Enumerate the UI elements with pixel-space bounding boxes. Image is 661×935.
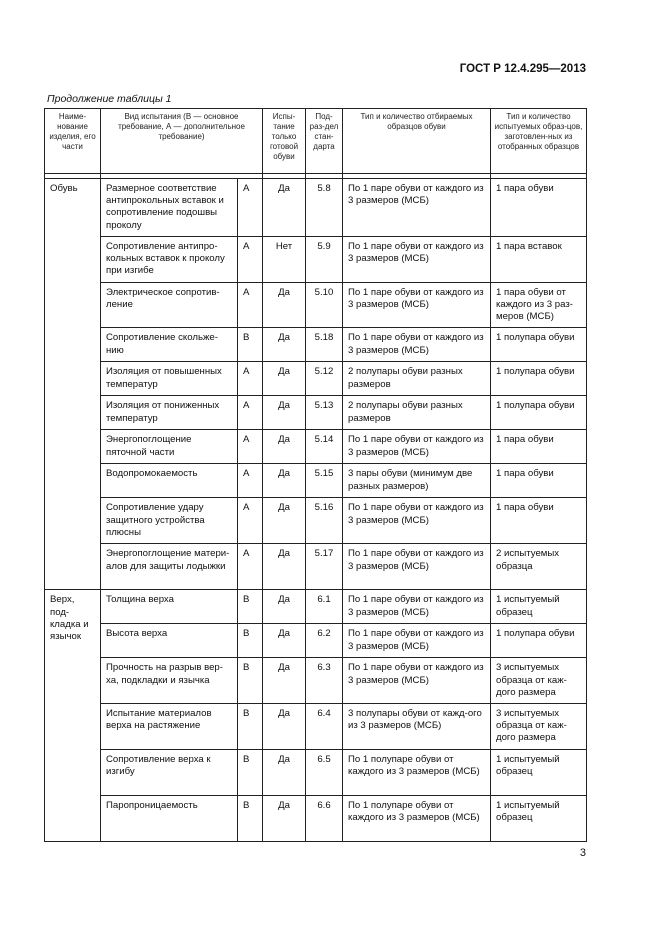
requirement-cell: А (238, 282, 263, 328)
test-cell: Испытание материалов верха на растяжение (101, 704, 238, 750)
sampled-cell: По 1 паре обуви от каждого из 3 размеров (МСБ) (343, 328, 491, 362)
table-row (45, 282, 587, 328)
section-cell: 6.1 (306, 590, 343, 624)
col-header-item: Наиме-нование изделия, его части (45, 109, 101, 174)
table-row (45, 498, 587, 544)
table-row (45, 179, 587, 237)
test-cell: Водопромокаемость (101, 464, 238, 498)
requirements-table (44, 108, 587, 842)
table-row (45, 544, 587, 590)
test-cell: Электрическое сопротив-ление (101, 282, 238, 328)
specimens-cell: 1 полупара обуви (491, 396, 587, 430)
section-cell: 6.3 (306, 658, 343, 704)
finished-cell: Да (263, 750, 306, 796)
section-cell: 5.9 (306, 236, 343, 282)
table-header-row (45, 109, 587, 174)
requirement-cell: А (238, 464, 263, 498)
sampled-cell: По 1 полупаре обуви от каждого из 3 размеров (МСБ) (343, 796, 491, 842)
test-cell: Сопротивление верха к изгибу (101, 750, 238, 796)
section-cell: 5.12 (306, 362, 343, 396)
section-cell: 6.2 (306, 624, 343, 658)
section-cell: 5.10 (306, 282, 343, 328)
col-header-section: Под-раз-дел стан-дарта (306, 109, 343, 174)
specimens-cell: 1 полупара обуви (491, 362, 587, 396)
table-body (45, 179, 587, 842)
section-cell: 5.14 (306, 430, 343, 464)
section-cell: 5.18 (306, 328, 343, 362)
specimens-cell: 3 испытуемых образца от каж-дого размера (491, 658, 587, 704)
specimens-cell: 1 испытуемый образец (491, 796, 587, 842)
table-row (45, 430, 587, 464)
requirement-cell: А (238, 179, 263, 237)
specimens-cell: 1 пара вставок (491, 236, 587, 282)
table-row (45, 396, 587, 430)
specimens-cell: 2 испытуемых образца (491, 544, 587, 590)
specimens-cell: 1 полупара обуви (491, 328, 587, 362)
sampled-cell: 3 полупары обуви от кажд-ого из 3 размеров (МСБ) (343, 704, 491, 750)
specimens-cell: 1 пара обуви от каждого из 3 раз-меров (МСБ) (491, 282, 587, 328)
sampled-cell: 2 полупары обуви разных размеров (343, 362, 491, 396)
sampled-cell: По 1 паре обуви от каждого из 3 размеров (МСБ) (343, 498, 491, 544)
test-cell: Высота верха (101, 624, 238, 658)
requirement-cell: В (238, 796, 263, 842)
table-row (45, 750, 587, 796)
test-cell: Паропроницаемость (101, 796, 238, 842)
finished-cell: Да (263, 624, 306, 658)
requirement-cell: В (238, 704, 263, 750)
finished-cell: Да (263, 328, 306, 362)
sampled-cell: По 1 паре обуви от каждого из 3 размеров (МСБ) (343, 282, 491, 328)
specimens-cell: 1 пара обуви (491, 498, 587, 544)
document-id: ГОСТ Р 12.4.295—2013 (459, 63, 586, 75)
finished-cell: Да (263, 430, 306, 464)
section-cell: 5.8 (306, 179, 343, 237)
section-cell: 6.4 (306, 704, 343, 750)
test-cell: Изоляция от повышенных температур (101, 362, 238, 396)
finished-cell: Да (263, 464, 306, 498)
finished-cell: Да (263, 544, 306, 590)
col-header-finished: Испы-тание только готовой обуви (263, 109, 306, 174)
requirement-cell: В (238, 590, 263, 624)
sampled-cell: 2 полупары обуви разных размеров (343, 396, 491, 430)
test-cell: Размерное соответствие антипрокольных вставок и сопротивление подошвы проколу (101, 179, 238, 237)
requirement-cell: В (238, 750, 263, 796)
requirement-cell: В (238, 624, 263, 658)
test-cell: Сопротивление скольже-нию (101, 328, 238, 362)
sampled-cell: По 1 паре обуви от каждого из 3 размеров (МСБ) (343, 236, 491, 282)
section-cell: 5.17 (306, 544, 343, 590)
requirement-cell: В (238, 658, 263, 704)
table-row (45, 796, 587, 842)
test-cell: Изоляция от пониженных температур (101, 396, 238, 430)
requirement-cell: А (238, 544, 263, 590)
test-cell: Прочность на разрыв вер-ха, подкладки и язычка (101, 658, 238, 704)
table-row (45, 590, 587, 624)
sampled-cell: 3 пары обуви (минимум две разных размеров) (343, 464, 491, 498)
table-row (45, 236, 587, 282)
section-cell: 5.15 (306, 464, 343, 498)
section-cell: 6.5 (306, 750, 343, 796)
sampled-cell: По 1 паре обуви от каждого из 3 размеров (МСБ) (343, 658, 491, 704)
col-header-test: Вид испытания (В — основное требование, А — дополнительное требование) (101, 109, 263, 174)
finished-cell: Да (263, 658, 306, 704)
specimens-cell: 3 испытуемых образца от каж-дого размера (491, 704, 587, 750)
finished-cell: Нет (263, 236, 306, 282)
test-cell: Толщина верха (101, 590, 238, 624)
test-cell: Энергопоглощение матери-алов для защиты лодыжки (101, 544, 238, 590)
sampled-cell: По 1 полупаре обуви от каждого из 3 размеров (МСБ) (343, 750, 491, 796)
sampled-cell: По 1 паре обуви от каждого из 3 размеров (МСБ) (343, 179, 491, 237)
finished-cell: Да (263, 282, 306, 328)
specimens-cell: 1 пара обуви (491, 430, 587, 464)
sampled-cell: По 1 паре обуви от каждого из 3 размеров (МСБ) (343, 544, 491, 590)
requirement-cell: А (238, 236, 263, 282)
col-header-sampled: Тип и количество отбираемых образцов обуви (343, 109, 491, 174)
item-cell: Обувь (45, 179, 101, 590)
table-row (45, 464, 587, 498)
col-header-specimens: Тип и количество испытуемых образ-цов, заготовлен-ных из отобранных образцов (491, 109, 587, 174)
requirement-cell: А (238, 430, 263, 464)
specimens-cell: 1 полупара обуви (491, 624, 587, 658)
table-caption: Продолжение таблицы 1 (47, 93, 172, 105)
specimens-cell: 1 пара обуви (491, 464, 587, 498)
test-cell: Сопротивление удару защитного устройства плюсны (101, 498, 238, 544)
finished-cell: Да (263, 704, 306, 750)
finished-cell: Да (263, 796, 306, 842)
sampled-cell: По 1 паре обуви от каждого из 3 размеров (МСБ) (343, 430, 491, 464)
finished-cell: Да (263, 590, 306, 624)
table-row (45, 704, 587, 750)
table-row (45, 362, 587, 396)
finished-cell: Да (263, 396, 306, 430)
requirement-cell: А (238, 498, 263, 544)
page-number: 3 (579, 847, 586, 859)
section-cell: 6.6 (306, 796, 343, 842)
section-cell: 5.13 (306, 396, 343, 430)
specimens-cell: 1 испытуемый образец (491, 590, 587, 624)
requirement-cell: А (238, 362, 263, 396)
finished-cell: Да (263, 498, 306, 544)
specimens-cell: 1 пара обуви (491, 179, 587, 237)
sampled-cell: По 1 паре обуви от каждого из 3 размеров (МСБ) (343, 624, 491, 658)
requirement-cell: А (238, 396, 263, 430)
item-cell: Верх, под-кладка и язычок (45, 590, 101, 842)
test-cell: Сопротивление антипро-кольных вставок к проколу при изгибе (101, 236, 238, 282)
sampled-cell: По 1 паре обуви от каждого из 3 размеров (МСБ) (343, 590, 491, 624)
test-cell: Энергопоглощение пяточной части (101, 430, 238, 464)
section-cell: 5.16 (306, 498, 343, 544)
finished-cell: Да (263, 362, 306, 396)
specimens-cell: 1 испытуемый образец (491, 750, 587, 796)
requirement-cell: В (238, 328, 263, 362)
finished-cell: Да (263, 179, 306, 237)
table-row (45, 624, 587, 658)
table-row (45, 658, 587, 704)
table-row (45, 328, 587, 362)
